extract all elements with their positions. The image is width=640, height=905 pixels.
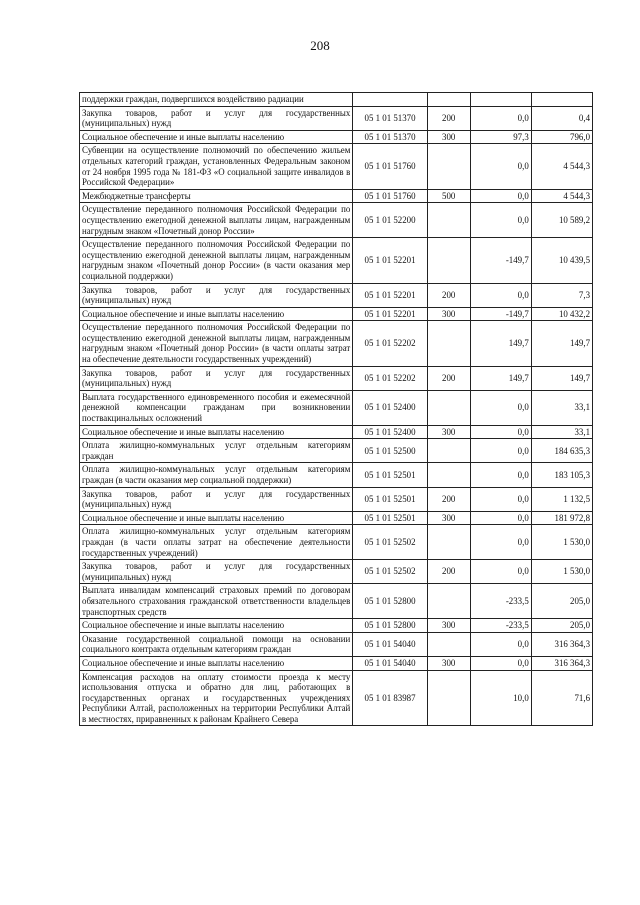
row-change-cell: 97,3	[470, 130, 531, 144]
row-expense-type-cell	[427, 525, 470, 560]
row-code-cell: 05 1 01 51370	[353, 130, 427, 144]
row-expense-type-cell: 300	[427, 511, 470, 525]
row-total-cell: 1 530,0	[531, 560, 592, 584]
row-name-cell: Субвенции на осуществление полномочий по обеспечению жильем отдельных категорий граждан, установленных Федеральным законом от 24 ноября 1995 года № 181-ФЗ «О социальной защите инвалидов в Российской Федерации»	[80, 144, 353, 189]
table-row	[80, 144, 593, 189]
table-row	[80, 439, 593, 463]
row-expense-type-cell	[427, 390, 470, 425]
table-row	[80, 632, 593, 656]
row-change-cell: 0,0	[470, 511, 531, 525]
row-name-cell: Закупка товаров, работ и услуг для государственных (муниципальных) нужд	[80, 283, 353, 307]
row-total-cell: 183 105,3	[531, 463, 592, 487]
row-change-cell	[470, 93, 531, 107]
table-row	[80, 283, 593, 307]
row-change-cell: 149,7	[470, 366, 531, 390]
row-name-cell: Выплата государственного единовременного пособия и ежемесячной денежной компенсации гражданам при возникновении поствакцинальных осложнений	[80, 390, 353, 425]
table-row	[80, 525, 593, 560]
row-code-cell: 05 1 01 54040	[353, 656, 427, 670]
row-expense-type-cell: 300	[427, 307, 470, 321]
table-row	[80, 487, 593, 511]
row-expense-type-cell: 200	[427, 106, 470, 130]
row-total-cell: 10 439,5	[531, 238, 592, 283]
table-row	[80, 366, 593, 390]
row-code-cell: 05 1 01 51370	[353, 106, 427, 130]
row-change-cell: 0,0	[470, 189, 531, 203]
table-row	[80, 189, 593, 203]
row-name-cell: Социальное обеспечение и иные выплаты населению	[80, 511, 353, 525]
row-code-cell: 05 1 01 51760	[353, 189, 427, 203]
row-change-cell: 0,0	[470, 656, 531, 670]
row-name-cell: Осуществление переданного полномочия Российской Федерации по осуществлению ежегодной денежной выплаты лицам, награжденным нагрудным знаком «Почетный донор России» (в части оплаты затрат на обеспечение деятельности государственных учреждений)	[80, 321, 353, 366]
row-name-cell: Компенсация расходов на оплату стоимости проезда к месту использования отпуска и обратно для лиц, работающих в государственных органах и государственных учреждениях Республики Алтай, расположенных на территории Республики Алтай в местностях, приравненных к районам Крайнего Севера	[80, 670, 353, 726]
row-total-cell: 4 544,3	[531, 189, 592, 203]
page-number: 208	[310, 38, 330, 53]
row-name-cell: Социальное обеспечение и иные выплаты населению	[80, 619, 353, 633]
table-row	[80, 93, 593, 107]
budget-table	[79, 92, 593, 726]
row-name-cell: Закупка товаров, работ и услуг для государственных (муниципальных) нужд	[80, 106, 353, 130]
row-total-cell: 796,0	[531, 130, 592, 144]
row-expense-type-cell	[427, 632, 470, 656]
row-expense-type-cell	[427, 463, 470, 487]
row-code-cell: 05 1 01 54040	[353, 632, 427, 656]
row-name-cell: Социальное обеспечение и иные выплаты населению	[80, 307, 353, 321]
row-change-cell: 149,7	[470, 321, 531, 366]
row-total-cell: 33,1	[531, 425, 592, 439]
row-change-cell: 0,0	[470, 463, 531, 487]
row-total-cell: 10 589,2	[531, 203, 592, 238]
table-row	[80, 560, 593, 584]
row-change-cell: 0,0	[470, 439, 531, 463]
row-total-cell: 181 972,8	[531, 511, 592, 525]
row-expense-type-cell: 200	[427, 487, 470, 511]
table-row	[80, 390, 593, 425]
row-name-cell: Осуществление переданного полномочия Российской Федерации по осуществлению ежегодной денежной выплаты лицам, награжденным нагрудным знаком «Почетный донор России» (в части оказания мер социальной поддержки)	[80, 238, 353, 283]
row-code-cell: 05 1 01 52502	[353, 525, 427, 560]
row-expense-type-cell	[427, 238, 470, 283]
row-code-cell: 05 1 01 52400	[353, 425, 427, 439]
row-total-cell: 184 635,3	[531, 439, 592, 463]
row-expense-type-cell	[427, 321, 470, 366]
table-row	[80, 511, 593, 525]
row-change-cell: 0,0	[470, 425, 531, 439]
row-change-cell: 0,0	[470, 390, 531, 425]
row-code-cell: 05 1 01 52501	[353, 463, 427, 487]
row-expense-type-cell: 300	[427, 425, 470, 439]
row-total-cell: 1 530,0	[531, 525, 592, 560]
table-row	[80, 656, 593, 670]
row-total-cell: 7,3	[531, 283, 592, 307]
row-change-cell: 0,0	[470, 525, 531, 560]
row-total-cell: 4 544,3	[531, 144, 592, 189]
table-row	[80, 584, 593, 619]
row-name-cell: Межбюджетные трансферты	[80, 189, 353, 203]
row-code-cell: 05 1 01 52202	[353, 366, 427, 390]
row-code-cell: 05 1 01 52501	[353, 511, 427, 525]
row-change-cell: -233,5	[470, 619, 531, 633]
row-change-cell: 0,0	[470, 283, 531, 307]
row-expense-type-cell: 300	[427, 656, 470, 670]
row-change-cell: 0,0	[470, 144, 531, 189]
row-code-cell: 05 1 01 52500	[353, 439, 427, 463]
row-code-cell: 05 1 01 51760	[353, 144, 427, 189]
row-name-cell: поддержки граждан, подвергшихся воздействию радиации	[80, 93, 353, 107]
row-change-cell: 0,0	[470, 106, 531, 130]
row-change-cell: -149,7	[470, 238, 531, 283]
row-total-cell: 10 432,2	[531, 307, 592, 321]
row-code-cell: 05 1 01 83987	[353, 670, 427, 726]
table-row	[80, 425, 593, 439]
row-code-cell: 05 1 01 52201	[353, 283, 427, 307]
table-row	[80, 307, 593, 321]
table-row	[80, 238, 593, 283]
row-name-cell: Осуществление переданного полномочия Российской Федерации по осуществлению ежегодной денежной выплаты лицам, награжденным нагрудным знаком «Почетный донор России»	[80, 203, 353, 238]
row-name-cell: Закупка товаров, работ и услуг для государственных (муниципальных) нужд	[80, 366, 353, 390]
row-name-cell: Оказание государственной социальной помощи на основании социального контракта отдельным категориям граждан	[80, 632, 353, 656]
row-name-cell: Социальное обеспечение и иные выплаты населению	[80, 425, 353, 439]
row-expense-type-cell	[427, 203, 470, 238]
row-code-cell	[353, 93, 427, 107]
row-expense-type-cell: 200	[427, 560, 470, 584]
row-total-cell	[531, 93, 592, 107]
row-name-cell: Оплата жилищно-коммунальных услуг отдельным категориям граждан (в части оплаты затрат на обеспечение деятельности государственных учреждений)	[80, 525, 353, 560]
row-name-cell: Выплата инвалидам компенсаций страховых премий по договорам обязательного страхования гражданской ответственности владельцев транспортных средств	[80, 584, 353, 619]
row-code-cell: 05 1 01 52800	[353, 584, 427, 619]
row-code-cell: 05 1 01 52800	[353, 619, 427, 633]
row-name-cell: Закупка товаров, работ и услуг для государственных (муниципальных) нужд	[80, 487, 353, 511]
row-total-cell: 149,7	[531, 366, 592, 390]
row-name-cell: Социальное обеспечение и иные выплаты населению	[80, 130, 353, 144]
table-row	[80, 670, 593, 726]
table-row	[80, 203, 593, 238]
row-change-cell: -149,7	[470, 307, 531, 321]
row-expense-type-cell: 200	[427, 366, 470, 390]
row-total-cell: 71,6	[531, 670, 592, 726]
table-row	[80, 619, 593, 633]
row-change-cell: -233,5	[470, 584, 531, 619]
row-expense-type-cell: 300	[427, 130, 470, 144]
row-total-cell: 316 364,3	[531, 632, 592, 656]
row-name-cell: Социальное обеспечение и иные выплаты населению	[80, 656, 353, 670]
row-change-cell: 10,0	[470, 670, 531, 726]
row-total-cell: 205,0	[531, 619, 592, 633]
row-code-cell: 05 1 01 52202	[353, 321, 427, 366]
row-expense-type-cell: 200	[427, 283, 470, 307]
row-expense-type-cell	[427, 144, 470, 189]
row-total-cell: 0,4	[531, 106, 592, 130]
row-total-cell: 205,0	[531, 584, 592, 619]
row-code-cell: 05 1 01 52201	[353, 238, 427, 283]
row-name-cell: Оплата жилищно-коммунальных услуг отдельным категориям граждан	[80, 439, 353, 463]
row-total-cell: 149,7	[531, 321, 592, 366]
table-row	[80, 321, 593, 366]
row-expense-type-cell: 500	[427, 189, 470, 203]
row-total-cell: 33,1	[531, 390, 592, 425]
row-code-cell: 05 1 01 52201	[353, 307, 427, 321]
table-row	[80, 106, 593, 130]
row-name-cell: Закупка товаров, работ и услуг для государственных (муниципальных) нужд	[80, 560, 353, 584]
row-name-cell: Оплата жилищно-коммунальных услуг отдельным категориям граждан (в части оказания мер социальной поддержки)	[80, 463, 353, 487]
row-total-cell: 1 132,5	[531, 487, 592, 511]
row-code-cell: 05 1 01 52200	[353, 203, 427, 238]
row-change-cell: 0,0	[470, 487, 531, 511]
row-code-cell: 05 1 01 52502	[353, 560, 427, 584]
row-expense-type-cell	[427, 93, 470, 107]
row-code-cell: 05 1 01 52501	[353, 487, 427, 511]
row-change-cell: 0,0	[470, 632, 531, 656]
row-change-cell: 0,0	[470, 203, 531, 238]
row-expense-type-cell	[427, 439, 470, 463]
row-expense-type-cell	[427, 584, 470, 619]
row-expense-type-cell: 300	[427, 619, 470, 633]
row-total-cell: 316 364,3	[531, 656, 592, 670]
row-code-cell: 05 1 01 52400	[353, 390, 427, 425]
row-change-cell: 0,0	[470, 560, 531, 584]
table-row	[80, 130, 593, 144]
table-row	[80, 463, 593, 487]
row-expense-type-cell	[427, 670, 470, 726]
budget-table-body	[80, 93, 593, 726]
